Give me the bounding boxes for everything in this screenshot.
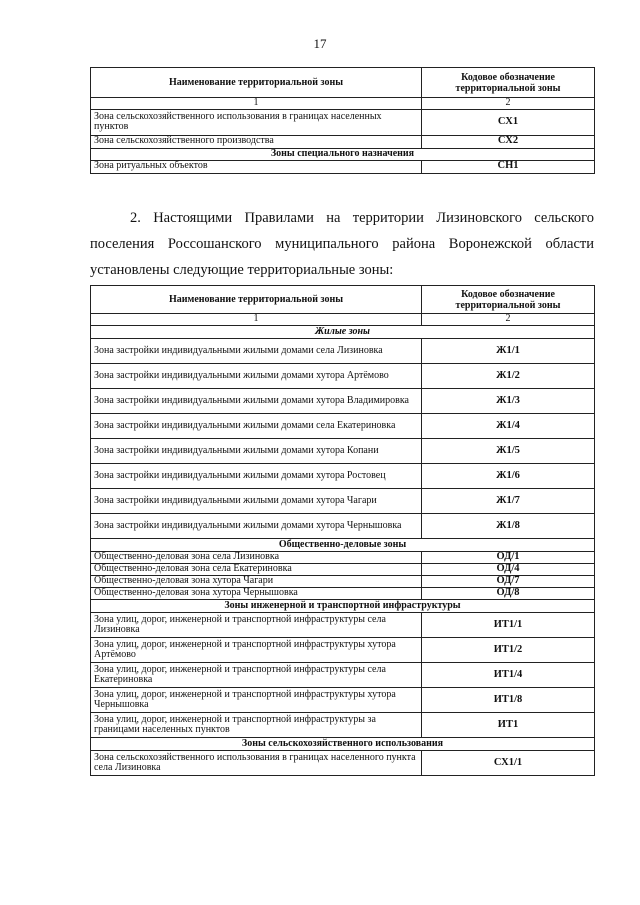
zone-code-cell: Ж1/8 bbox=[422, 514, 595, 539]
table-row bbox=[91, 713, 595, 738]
zone-name-cell: Зона застройки индивидуальными жилыми домами хутора Копани bbox=[91, 439, 422, 464]
column-number-1: 1 bbox=[91, 98, 422, 110]
zone-code-cell: ОД/7 bbox=[422, 576, 595, 588]
table-row bbox=[91, 160, 595, 173]
zone-name-cell: Зона ритуальных объектов bbox=[91, 160, 422, 173]
table-row bbox=[91, 339, 595, 364]
zone-code-cell: ИТ1 bbox=[422, 713, 595, 738]
zone-code-cell: Ж1/7 bbox=[422, 489, 595, 514]
zone-name-cell: Общественно-деловая зона села Екатериновка bbox=[91, 564, 422, 576]
zone-name-cell: Общественно-деловая зона хутора Чернышовка bbox=[91, 588, 422, 600]
zone-name-cell: Зона сельскохозяйственного использования в границах населенных пунктов bbox=[91, 109, 422, 135]
paragraph-line-1: 2. Настоящими Правилами на территории Лизиновского сельского bbox=[130, 210, 594, 226]
table-row bbox=[91, 439, 595, 464]
section-heading-cell: Зоны специального назначения bbox=[91, 148, 595, 160]
zone-name-cell: Зона застройки индивидуальными жилыми домами хутора Чернышовка bbox=[91, 514, 422, 539]
zone-name-cell: Зона сельскохозяйственного использования в границах населенного пункта села Лизиновка bbox=[91, 751, 422, 776]
section-heading-cell: Зоны инженерной и транспортной инфраструктуры bbox=[91, 600, 595, 613]
zone-code-cell: ИТ1/8 bbox=[422, 688, 595, 713]
section-row bbox=[91, 148, 595, 160]
zone-code-cell: СХ1 bbox=[422, 109, 595, 135]
table-row bbox=[91, 109, 595, 135]
table-row bbox=[91, 514, 595, 539]
column-number-2: 2 bbox=[422, 314, 595, 326]
table-row bbox=[91, 364, 595, 389]
zone-code-cell: Ж1/4 bbox=[422, 414, 595, 439]
zone-code-cell: СН1 bbox=[422, 160, 595, 173]
zone-name-cell: Зона застройки индивидуальными жилыми домами хутора Владимировка bbox=[91, 389, 422, 414]
zone-code-cell: Ж1/3 bbox=[422, 389, 595, 414]
zone-code-cell: ОД/1 bbox=[422, 552, 595, 564]
column-header-code: Кодовое обозначение территориальной зоны bbox=[422, 286, 595, 314]
zone-name-cell: Зона застройки индивидуальными жилыми домами хутора Ростовец bbox=[91, 464, 422, 489]
section-row bbox=[91, 738, 595, 751]
zone-name-cell: Зона застройки индивидуальными жилыми домами хутора Чагари bbox=[91, 489, 422, 514]
table-row bbox=[91, 576, 595, 588]
table-row bbox=[91, 552, 595, 564]
table-row bbox=[91, 638, 595, 663]
paragraph-line-2: поселения Россошанского муниципального района Воронежской области bbox=[90, 236, 594, 252]
table-row bbox=[91, 135, 595, 148]
column-number-row bbox=[91, 314, 595, 326]
column-number-row bbox=[91, 98, 595, 110]
table-row bbox=[91, 489, 595, 514]
column-header-code: Кодовое обозначение территориальной зоны bbox=[422, 68, 595, 98]
table-row bbox=[91, 613, 595, 638]
section-heading-cell: Зоны сельскохозяйственного использования bbox=[91, 738, 595, 751]
zone-name-cell: Зона сельскохозяйственного производства bbox=[91, 135, 422, 148]
zones-table-2 bbox=[90, 285, 595, 776]
table-row bbox=[91, 751, 595, 776]
zone-code-cell: ИТ1/1 bbox=[422, 613, 595, 638]
zone-name-cell: Зона улиц, дорог, инженерной и транспортной инфраструктуры хутора Артёмово bbox=[91, 638, 422, 663]
zone-code-cell: ОД/8 bbox=[422, 588, 595, 600]
zone-code-cell: СХ1/1 bbox=[422, 751, 595, 776]
table-header-row bbox=[91, 68, 595, 98]
zone-name-cell: Зона застройки индивидуальными жилыми домами села Екатериновка bbox=[91, 414, 422, 439]
zone-name-cell: Зона улиц, дорог, инженерной и транспортной инфраструктуры села Екатериновка bbox=[91, 663, 422, 688]
zone-name-cell: Зона улиц, дорог, инженерной и транспортной инфраструктуры за границами населенных пунктов bbox=[91, 713, 422, 738]
table-row bbox=[91, 588, 595, 600]
zones-table-1 bbox=[90, 67, 595, 174]
column-number-2: 2 bbox=[422, 98, 595, 110]
zone-code-cell: Ж1/1 bbox=[422, 339, 595, 364]
zone-name-cell: Зона улиц, дорог, инженерной и транспортной инфраструктуры села Лизиновка bbox=[91, 613, 422, 638]
table-header-row bbox=[91, 286, 595, 314]
zone-name-cell: Общественно-деловая зона хутора Чагари bbox=[91, 576, 422, 588]
zone-code-cell: Ж1/5 bbox=[422, 439, 595, 464]
table-row bbox=[91, 564, 595, 576]
table-row bbox=[91, 414, 595, 439]
table-row bbox=[91, 688, 595, 713]
zone-name-cell: Зона застройки индивидуальными жилыми домами хутора Артёмово bbox=[91, 364, 422, 389]
zone-code-cell: Ж1/2 bbox=[422, 364, 595, 389]
page-number: 17 bbox=[313, 36, 327, 51]
column-header-name: Наименование территориальной зоны bbox=[91, 68, 422, 98]
table-row bbox=[91, 663, 595, 688]
column-number-1: 1 bbox=[91, 314, 422, 326]
zone-code-cell: СХ2 bbox=[422, 135, 595, 148]
section-row bbox=[91, 600, 595, 613]
zone-code-cell: ОД/4 bbox=[422, 564, 595, 576]
table-row bbox=[91, 389, 595, 414]
paragraph-2 bbox=[90, 205, 594, 283]
zone-name-cell: Зона улиц, дорог, инженерной и транспортной инфраструктуры хутора Чернышовка bbox=[91, 688, 422, 713]
zone-name-cell: Общественно-деловая зона села Лизиновка bbox=[91, 552, 422, 564]
section-row bbox=[91, 326, 595, 339]
section-heading-cell: Общественно-деловые зоны bbox=[91, 539, 595, 552]
paragraph-line-3: установлены следующие территориальные зоны: bbox=[90, 262, 394, 278]
zone-code-cell: ИТ1/4 bbox=[422, 663, 595, 688]
zone-name-cell: Зона застройки индивидуальными жилыми домами села Лизиновка bbox=[91, 339, 422, 364]
column-header-name: Наименование территориальной зоны bbox=[91, 286, 422, 314]
section-heading-cell: Жилые зоны bbox=[91, 326, 595, 339]
zone-code-cell: ИТ1/2 bbox=[422, 638, 595, 663]
zone-code-cell: Ж1/6 bbox=[422, 464, 595, 489]
table-row bbox=[91, 464, 595, 489]
section-row bbox=[91, 539, 595, 552]
